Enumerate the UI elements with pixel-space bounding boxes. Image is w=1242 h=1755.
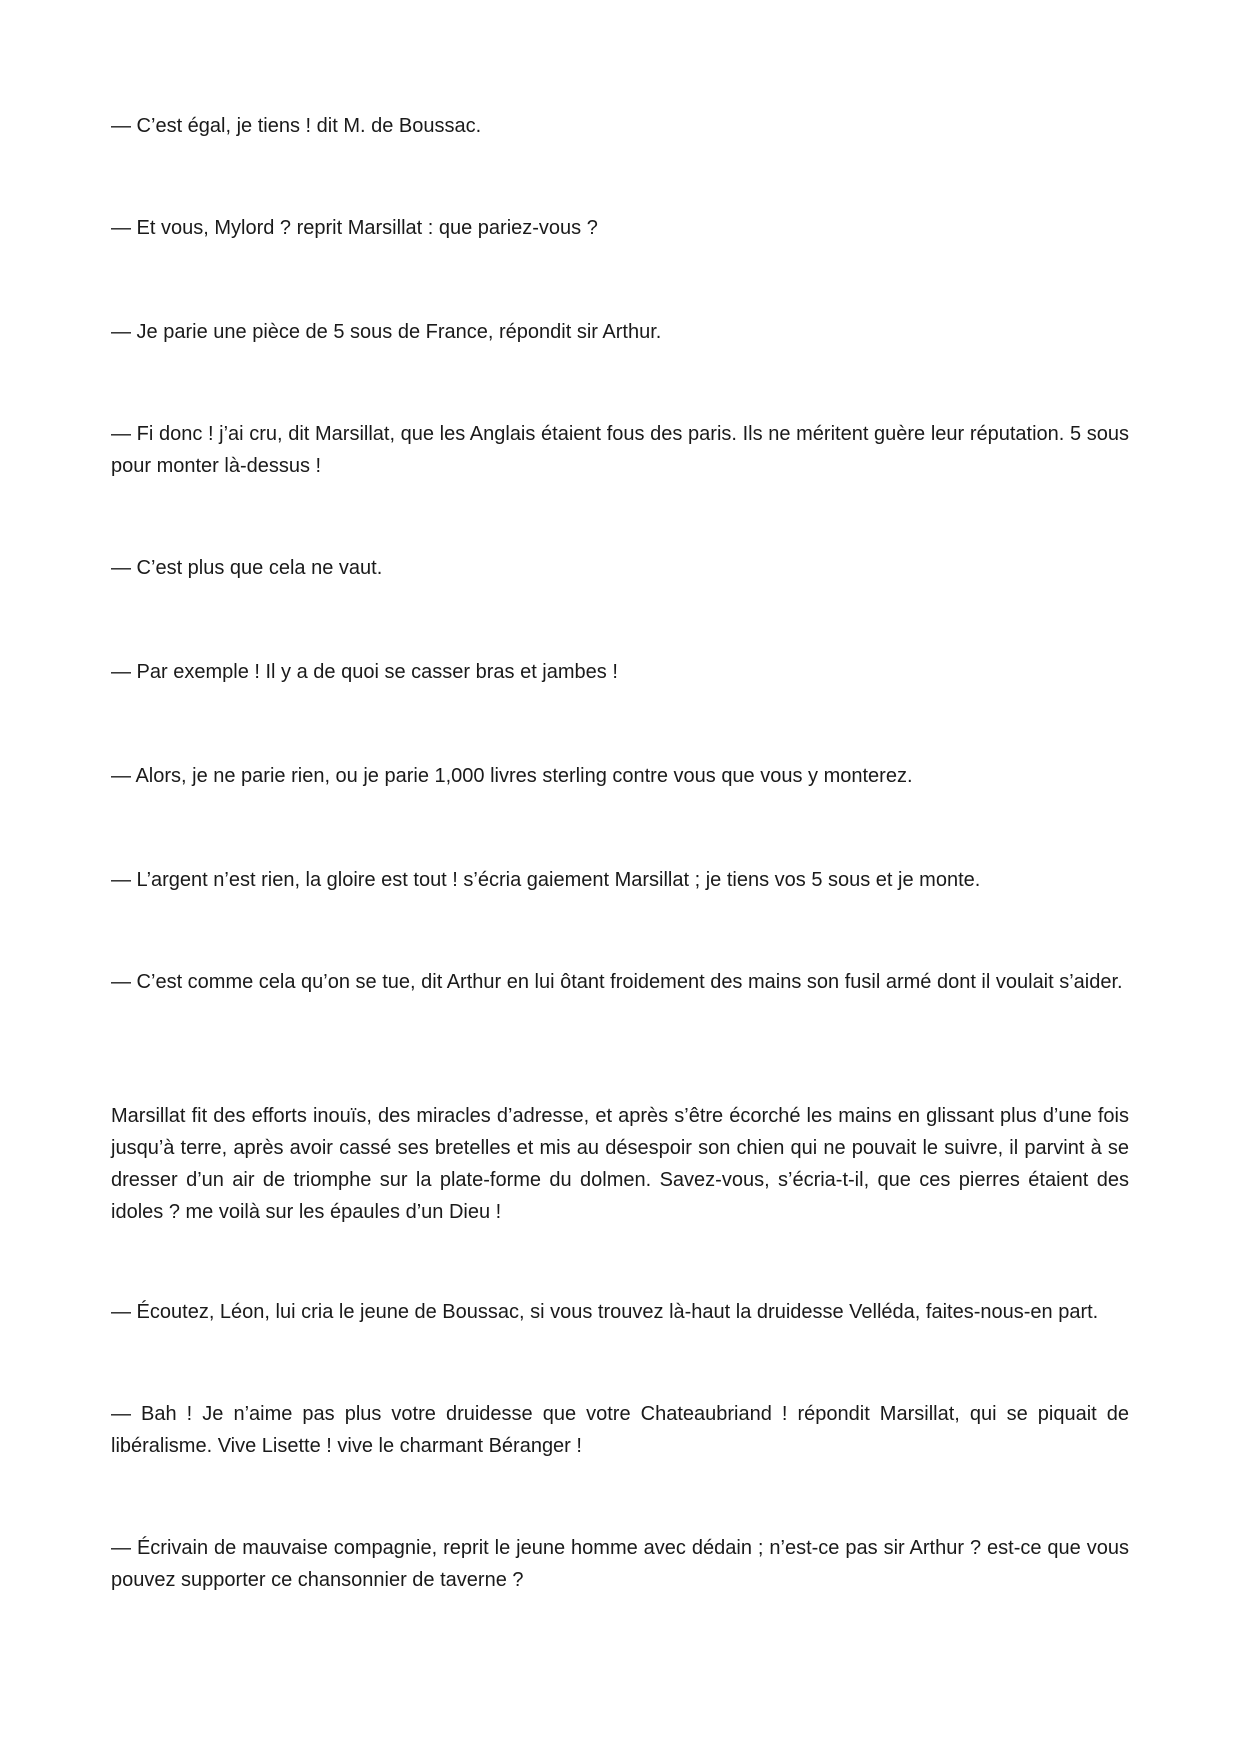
paragraph-9: — C’est comme cela qu’on se tue, dit Arthur en lui ôtant froidement des mains son fusil armé dont il voulait s’aider.	[111, 971, 1123, 993]
paragraph-12: — Bah ! Je n’aime pas plus votre druidesse que votre Chateaubriand ! répondit Marsillat, qui se piquait de libéralisme. Vive Lisette ! vive le charmant Béranger !	[111, 1403, 1129, 1457]
paragraph-10: Marsillat fit des efforts inouïs, des miracles d’adresse, et après s’être écorché les mains en glissant plus d’une fois jusqu’à terre, après avoir cassé ses bretelles et mis au désespoir son chien qui ne pouvait le suivre, il parvint à se dresser d’un air de triomphe sur la plate-forme du dolmen. Savez-vous, s’écria-t-il, que ces pierres étaient des idoles ? me voilà sur les épaules d’un Dieu !	[111, 1105, 1129, 1223]
paragraph-5: — C’est plus que cela ne vaut.	[111, 557, 383, 579]
paragraph-11: — Écoutez, Léon, lui cria le jeune de Boussac, si vous trouvez là-haut la druidesse Velléda, faites-nous-en part.	[111, 1301, 1099, 1323]
paragraph-8: — L’argent n’est rien, la gloire est tout ! s’écria gaiement Marsillat ; je tiens vos 5 sous et je monte.	[111, 869, 981, 891]
paragraph-7: — Alors, je ne parie rien, ou je parie 1,000 livres sterling contre vous que vous y monterez.	[111, 765, 913, 787]
paragraph-2: — Et vous, Mylord ? reprit Marsillat : que pariez-vous ?	[111, 217, 598, 239]
paragraph-1: — C’est égal, je tiens ! dit M. de Boussac.	[111, 115, 482, 137]
paragraph-3: — Je parie une pièce de 5 sous de France, répondit sir Arthur.	[111, 321, 662, 343]
paragraph-4: — Fi donc ! j’ai cru, dit Marsillat, que les Anglais étaient fous des paris. Ils ne méritent guère leur réputation. 5 sous pour monter là-dessus !	[111, 423, 1129, 477]
paragraph-13: — Écrivain de mauvaise compagnie, reprit le jeune homme avec dédain ; n’est-ce pas sir Arthur ? est-ce que vous pouvez supporter ce chansonnier de taverne ?	[111, 1537, 1129, 1591]
paragraph-6: — Par exemple ! Il y a de quoi se casser bras et jambes !	[111, 661, 618, 683]
